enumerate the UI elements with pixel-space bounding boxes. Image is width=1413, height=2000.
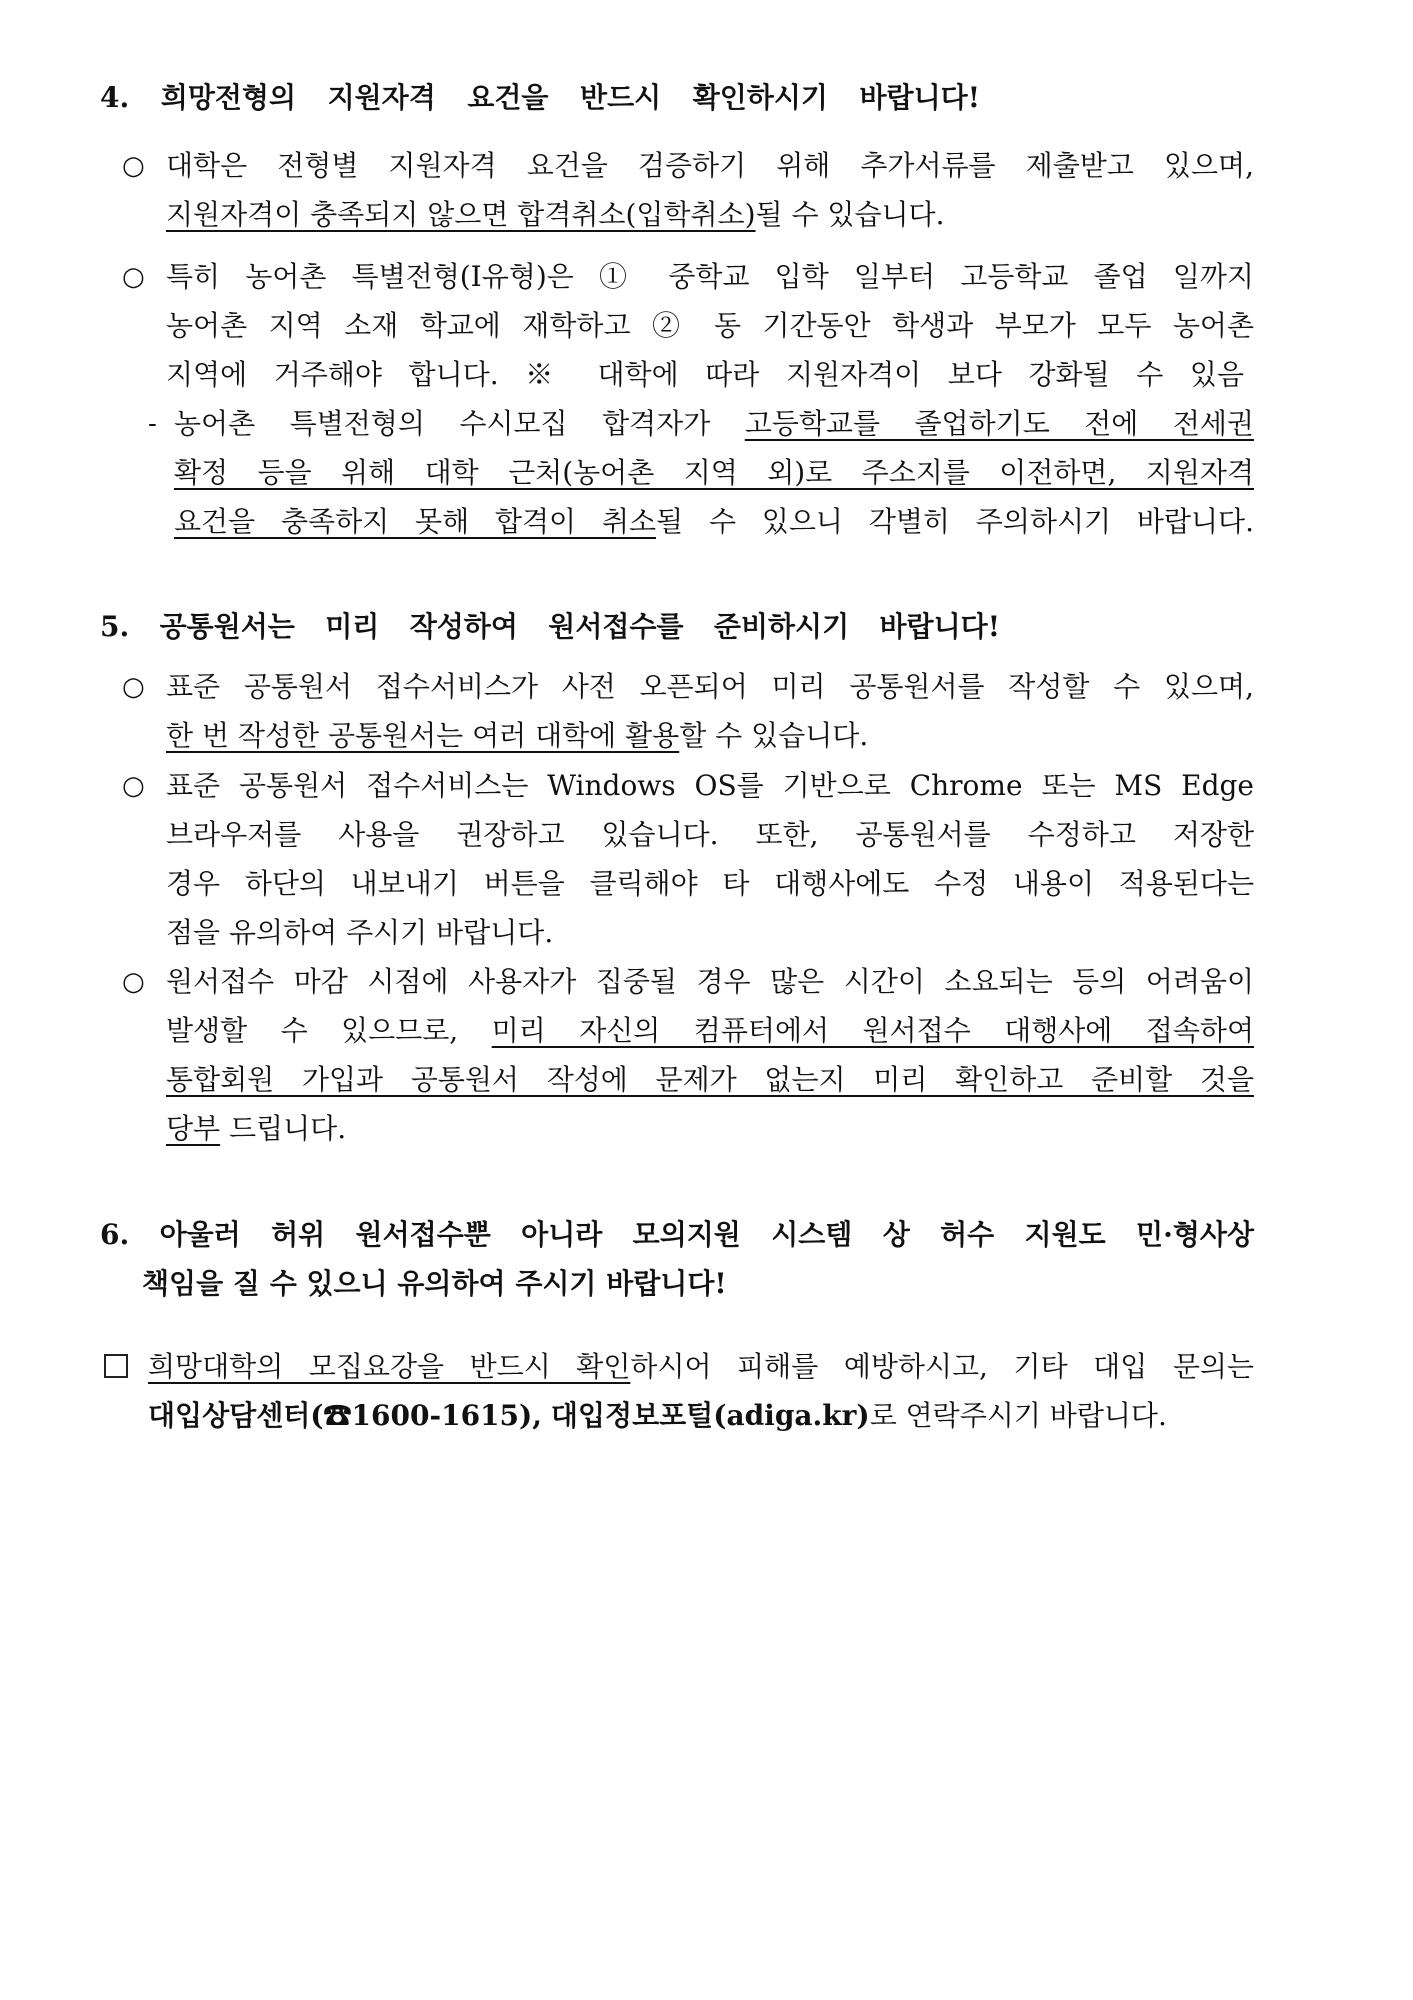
final-notice-underlined: 희망대학의 모집요강을 반드시 확인: [148, 1350, 631, 1383]
s5-bullet-1-line-2: [166, 716, 868, 756]
circle-bullet-icon: ○: [122, 672, 145, 702]
section-6-heading-line-1: 6. 아울러 허위 원서접수뿐 아니라 모의지원 시스템 상 허수 지원도 민·형사상: [100, 1218, 1254, 1251]
s5-bullet-3-line-3: [166, 1060, 1254, 1100]
s5-bullet-2-line-2: 브라우저를 사용을 권장하고 있습니다. 또한, 공통원서를 수정하고 저장한: [166, 818, 1254, 851]
s5-bullet-1-tail: 할 수 있습니다.: [679, 719, 869, 752]
final-notice-line-2-tail: 로 연락주시기 바랍니다.: [869, 1399, 1167, 1432]
s4-sub-line-3-underlined: 요건을 충족하지 못해 합격이 취소: [174, 505, 657, 538]
s4-sub-line-1-text: 농어촌 특별전형의 수시모집 합격자가: [174, 407, 745, 440]
s4-bullet-2-line-1: 특히 농어촌 특별전형(I유형)은 ① 중학교 입학 일부터 고등학교 졸업 일까지: [166, 260, 1254, 293]
dash-bullet-icon: -: [148, 409, 157, 439]
s4-sub-line-1: [174, 404, 1254, 444]
s5-bullet-3-line-2-underlined: 미리 자신의 컴퓨터에서 원서접수 대행사에 접속하여: [491, 1014, 1254, 1047]
s4-bullet-2-line-3: 지역에 거주해야 합니다. ※ 대학에 따라 지원자격이 보다 강화될 수 있음: [166, 358, 1244, 391]
s5-bullet-3-line-3-underlined: 통합회원 가입과 공통원서 작성에 문제가 없는지 미리 확인하고 준비할 것을: [166, 1063, 1254, 1096]
s5-bullet-3-line-1: 원서접수 마감 시점에 사용자가 집중될 경우 많은 시간이 소요되는 등의 어려움이: [166, 965, 1254, 998]
section-5-heading: 5. 공통원서는 미리 작성하여 원서접수를 준비하시기 바랍니다!: [100, 610, 1000, 643]
s4-sub-line-3-tail: 될 수 있으니 각별히 주의하시기 바랍니다.: [656, 505, 1254, 538]
s4-bullet-1-line-2: [166, 195, 945, 235]
s4-bullet-1-underlined: 지원자격이 충족되지 않으면 합격취소(입학취소): [166, 198, 756, 231]
section-4-heading: 4. 희망전형의 지원자격 요건을 반드시 확인하시기 바랍니다!: [100, 81, 980, 114]
final-notice-line-1-tail: 하시어 피해를 예방하시고, 기타 대입 문의는: [630, 1350, 1254, 1383]
s5-bullet-2-line-3: 경우 하단의 내보내기 버튼을 클릭해야 타 대행사에도 수정 내용이 적용된다는: [166, 867, 1254, 900]
adiga-portal-contact: 대입정보포털(adiga.kr): [550, 1399, 870, 1432]
s5-bullet-1-line-1: 표준 공통원서 접수서비스가 사전 오픈되어 미리 공통원서를 작성할 수 있으며,: [166, 670, 1254, 703]
section-6-heading-line-2: 책임을 질 수 있으니 유의하여 주시기 바랍니다!: [142, 1267, 727, 1300]
s5-bullet-2-line-4: 점을 유의하여 주시기 바랍니다.: [166, 916, 554, 949]
s5-bullet-3-line-2-text: 발생할 수 있으므로,: [166, 1014, 492, 1047]
counseling-center-contact: 대입상담센터(☎1600-1615),: [148, 1399, 543, 1432]
circle-bullet-icon: ○: [122, 771, 145, 801]
s5-bullet-2-line-1: 표준 공통원서 접수서비스는 Windows OS를 기반으로 Chrome 또는 MS Edge: [166, 769, 1254, 802]
s4-bullet-2-line-2: 농어촌 지역 소재 학교에 재학하고 ② 동 기간동안 학생과 부모가 모두 농어촌: [166, 309, 1254, 342]
s4-sub-line-1-underlined: 고등학교를 졸업하기도 전에 전세권: [744, 407, 1254, 440]
s5-bullet-3-line-4-tail: 드립니다.: [220, 1112, 347, 1145]
circle-bullet-icon: ○: [122, 262, 145, 292]
s4-sub-line-2-underlined: 확정 등을 위해 대학 근처(농어촌 지역 외)로 주소지를 이전하면, 지원자격: [174, 456, 1254, 489]
s5-bullet-1-underlined: 한 번 작성한 공통원서는 여러 대학에 활용: [166, 719, 680, 752]
circle-bullet-icon: ○: [122, 151, 145, 181]
checkbox-square-icon: [104, 1354, 128, 1378]
circle-bullet-icon: ○: [122, 967, 145, 997]
final-notice-line-2: [148, 1396, 1167, 1436]
final-notice-line-1: [148, 1347, 1254, 1387]
s4-bullet-1-line-1: 대학은 전형별 지원자격 요건을 검증하기 위해 추가서류를 제출받고 있으며,: [166, 149, 1254, 182]
s5-bullet-3-line-2: [166, 1011, 1254, 1051]
s4-sub-line-3: [174, 502, 1254, 542]
s5-bullet-3-line-4: [166, 1109, 346, 1149]
s4-sub-line-2: [174, 453, 1254, 493]
s4-bullet-1-tail: 될 수 있습니다.: [755, 198, 945, 231]
s5-bullet-3-line-4-underlined: 당부: [166, 1112, 221, 1145]
